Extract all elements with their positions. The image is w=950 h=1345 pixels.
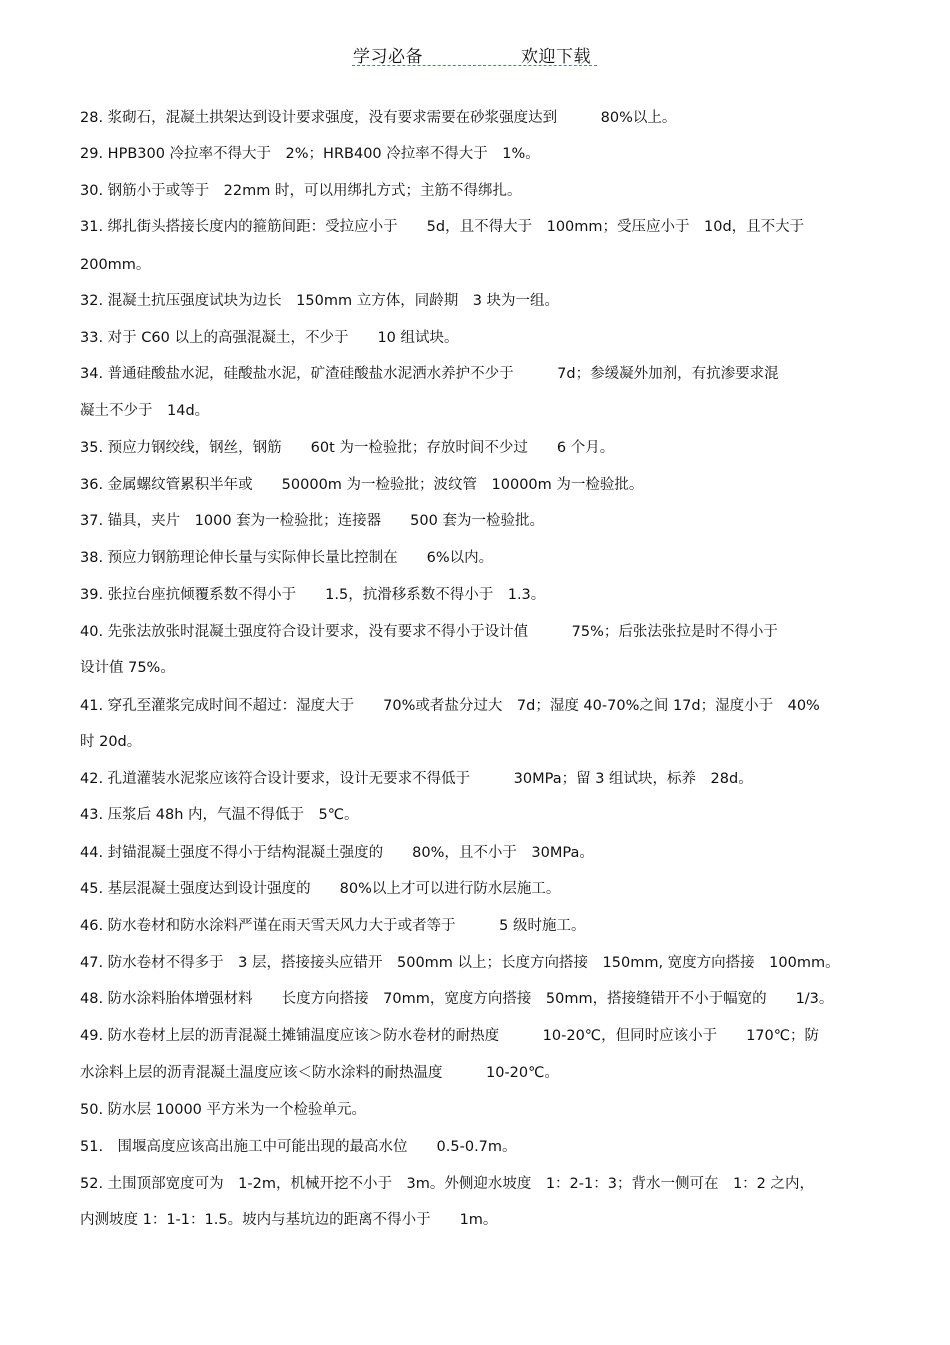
text-line: 设计值 75%。 xyxy=(80,660,175,676)
text-line: 49. 防水卷材上层的沥青混凝土摊铺温度应该＞防水卷材的耐热度 10-20℃，但同时应该小于 170℃；防 xyxy=(80,1028,820,1044)
text-line: 45. 基层混凝土强度达到设计强度的 80%以上才可以进行防水层施工。 xyxy=(80,881,561,897)
text-line: 28. 浆砌石，混凝土拱架达到设计要求强度，没有要求需要在砂浆强度达到 80%以上。 xyxy=(80,110,677,126)
text-line: 46. 防水卷材和防水涂料严谨在雨天雪天风力大于或者等于 5 级时施工。 xyxy=(80,918,586,934)
text-line: 48. 防水涂料胎体增强材料 长度方向搭接 70mm，宽度方向搭接 50mm，搭接缝错开不小于幅宽的 1/3。 xyxy=(80,991,834,1007)
text-line: 33. 对于 C60 以上的高强混凝土，不少于 10 组试块。 xyxy=(80,330,459,346)
text-line: 30. 钢筋小于或等于 22mm 时，可以用绑扎方式；主筋不得绑扎。 xyxy=(80,183,522,199)
text-line: 凝土不少于 14d。 xyxy=(80,403,210,419)
text-line: 35. 预应力钢绞线，钢丝，钢筋 60t 为一检验批；存放时间不少过 6 个月。 xyxy=(80,440,615,456)
text-line: 内测坡度 1：1-1：1.5。坡内与基坑边的距离不得小于 1m。 xyxy=(80,1212,498,1228)
text-line: 51. 围堰高度应该高出施工中可能出现的最高水位 0.5-0.7m。 xyxy=(80,1139,517,1155)
text-line: 38. 预应力钢筋理论伸长量与实际伸长量比控制在 6%以内。 xyxy=(80,550,494,566)
page-header xyxy=(0,42,950,68)
text-line: 水涂料上层的沥青混凝土温度应该＜防水涂料的耐热温度 10-20℃。 xyxy=(80,1065,559,1081)
text-line: 44. 封锚混凝土强度不得小于结构混凝土强度的 80%，且不小于 30MPa。 xyxy=(80,845,594,861)
text-line: 时 20d。 xyxy=(80,734,142,750)
header-right-text: 欢迎下载 xyxy=(521,47,591,67)
text-line: 43. 压浆后 48h 内，气温不得低于 5℃。 xyxy=(80,807,359,823)
text-line: 36. 金属螺纹管累积半年或 50000m 为一检验批；波纹管 10000m 为一检验批。 xyxy=(80,477,644,493)
text-line: 42. 孔道灌装水泥浆应该符合设计要求，设计无要求不得低于 30MPa；留 3 组试块，标养 28d。 xyxy=(80,771,753,787)
text-line: 34. 普通硅酸盐水泥，硅酸盐水泥，矿渣硅酸盐水泥洒水养护不少于 7d；参缓凝外加剂，有抗渗要求混 xyxy=(80,366,779,382)
text-line: 50. 防水层 10000 平方米为一个检验单元。 xyxy=(80,1102,367,1118)
text-line: 52. 土围顶部宽度可为 1-2m，机械开挖不小于 3m。外侧迎水坡度 1：2-1：3；背水一侧可在 1：2 之内， xyxy=(80,1176,815,1192)
text-line: 37. 锚具，夹片 1000 套为一检验批；连接器 500 套为一检验批。 xyxy=(80,513,544,529)
text-line: 39. 张拉台座抗倾覆系数不得小于 1.5，抗滑移系数不得小于 1.3。 xyxy=(80,587,546,603)
text-line: 32. 混凝土抗压强度试块为边长 150mm 立方体，同龄期 3 块为一组。 xyxy=(80,293,560,309)
text-line: 29. HPB300 冷拉率不得大于 2%；HRB400 冷拉率不得大于 1%。 xyxy=(80,146,540,162)
header-dashed-rule xyxy=(352,65,597,66)
text-line: 47. 防水卷材不得多于 3 层，搭接接头应错开 500mm 以上；长度方向搭接 150mm, 宽度方向搭接 100mm。 xyxy=(80,955,840,971)
text-line: 31. 绑扎街头搭接长度内的箍筋间距：受拉应小于 5d，且不得大于 100mm；受压应小于 10d，且不大于 xyxy=(80,219,805,235)
header-left-text: 学习必备 xyxy=(353,47,423,67)
text-line: 200mm。 xyxy=(80,257,151,273)
text-line: 41. 穿孔至灌浆完成时间不超过：湿度大于 70%或者盐分过大 7d；湿度 40-70%之间 17d；湿度小于 40% xyxy=(80,698,820,714)
text-line: 40. 先张法放张时混凝土强度符合设计要求，没有要求不得小于设计值 75%；后张法张拉是时不得小于 xyxy=(80,624,778,640)
